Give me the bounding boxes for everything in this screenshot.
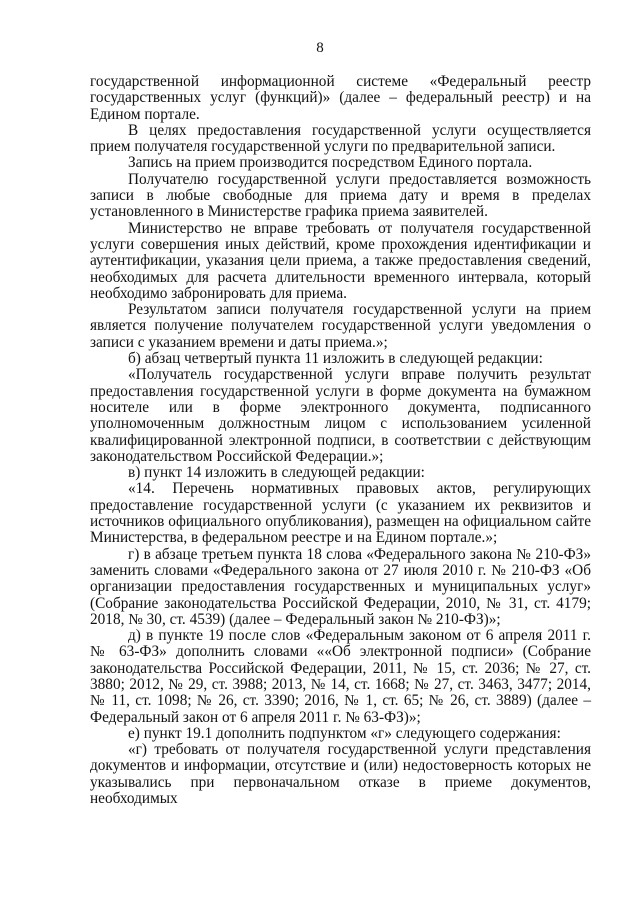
paragraph-1: государственной информационной системе «Федеральный реестр государственных услуг (функций)» (далее – федеральный реестр) и на Едином портале. xyxy=(90,73,591,123)
paragraph-9: в) пункт 14 изложить в следующей редакции: xyxy=(128,464,425,482)
paragraph-4: Получателю государственной услуги предоставляется возможность записи в любые свободные для приема дату и время в пределах установленного в Министерстве графика приема заявителей. xyxy=(90,170,591,221)
paragraph-6: Результатом записи получателя государственной услуги на прием является получение получателем государственной услуги уведомления о записи с указанием времени и даты приема.»; xyxy=(90,301,591,351)
document-body xyxy=(90,74,591,807)
paragraph-2: В целях предоставления государственной услуги осуществляется прием получателя государственной услуги по предварительной записи. xyxy=(90,121,591,156)
paragraph-11: г) в абзаце третьем пункта 18 слова «Федерального закона № 210-ФЗ» заменить словами «Федерального закона от 27 июля 2010 г. № 210-ФЗ «Об организации предоставления государственных и муниципальных услуг» (Собрание законодательства Российской Федерации, 2010, № 31, ст. 4179; 2018, № 30, ст. 4539) (далее – Федеральный закон № 210-ФЗ)»; xyxy=(90,545,591,628)
paragraph-8: «Получатель государственной услуги вправе получить результат предоставления государственной услуги в форме документа на бумажном носителе или в форме электронного документа, подписанного уполномоченным должностным лицом с использованием усиленной квалифицированной электронной подписи, в соответствии с действующим законодательством Российской Федерации.»; xyxy=(90,366,591,465)
paragraph-14: «г) требовать от получателя государственной услуги представления документов и информации, отсутствие и (или) недостоверность которых не указывались при первоначальном отказе в приеме документов, необходимых xyxy=(90,741,591,808)
paragraph-3: Запись на прием производится посредством Единого портала. xyxy=(128,154,533,172)
paragraph-12: д) в пункте 19 после слов «Федеральным законом от 6 апреля 2011 г. № 63-ФЗ» дополнить словами ««Об электронной подписи» (Собрание законодательства Российской Федерации, 2011, № 15, ст. 2036; № 27, ст. 3880; 2012, № 29, ст. 3988; 2013, № 14, ст. 1668; № 27, ст. 3463, 3477; 2014, № 11, ст. 1098; № 26, ст. 3390; 2016, № 1, ст. 65; № 26, ст. 3889) (далее – Федеральный закон от 6 апреля 2011 г. № 63-ФЗ)»; xyxy=(90,627,591,726)
page-number: 8 xyxy=(316,40,324,56)
paragraph-13: е) пункт 19.1 дополнить подпунктом «г» следующего содержания: xyxy=(128,724,561,742)
paragraph-10: «14. Перечень нормативных правовых актов, регулирующих предоставление государственной услуги (с указанием их реквизитов и источников официального опубликования), размещен на официальном сайте Министерства, в федеральном реестре и на Едином портале.»; xyxy=(90,480,591,547)
paragraph-7: б) абзац четвертый пункта 11 изложить в следующей редакции: xyxy=(128,350,543,368)
paragraph-5: Министерство не вправе требовать от получателя государственной услуги совершения иных действий, кроме прохождения идентификации и аутентификации, указания цели приема, а также предоставления сведений, необходимых для расчета длительности временного интервала, который необходимо забронировать для приема. xyxy=(90,219,591,302)
